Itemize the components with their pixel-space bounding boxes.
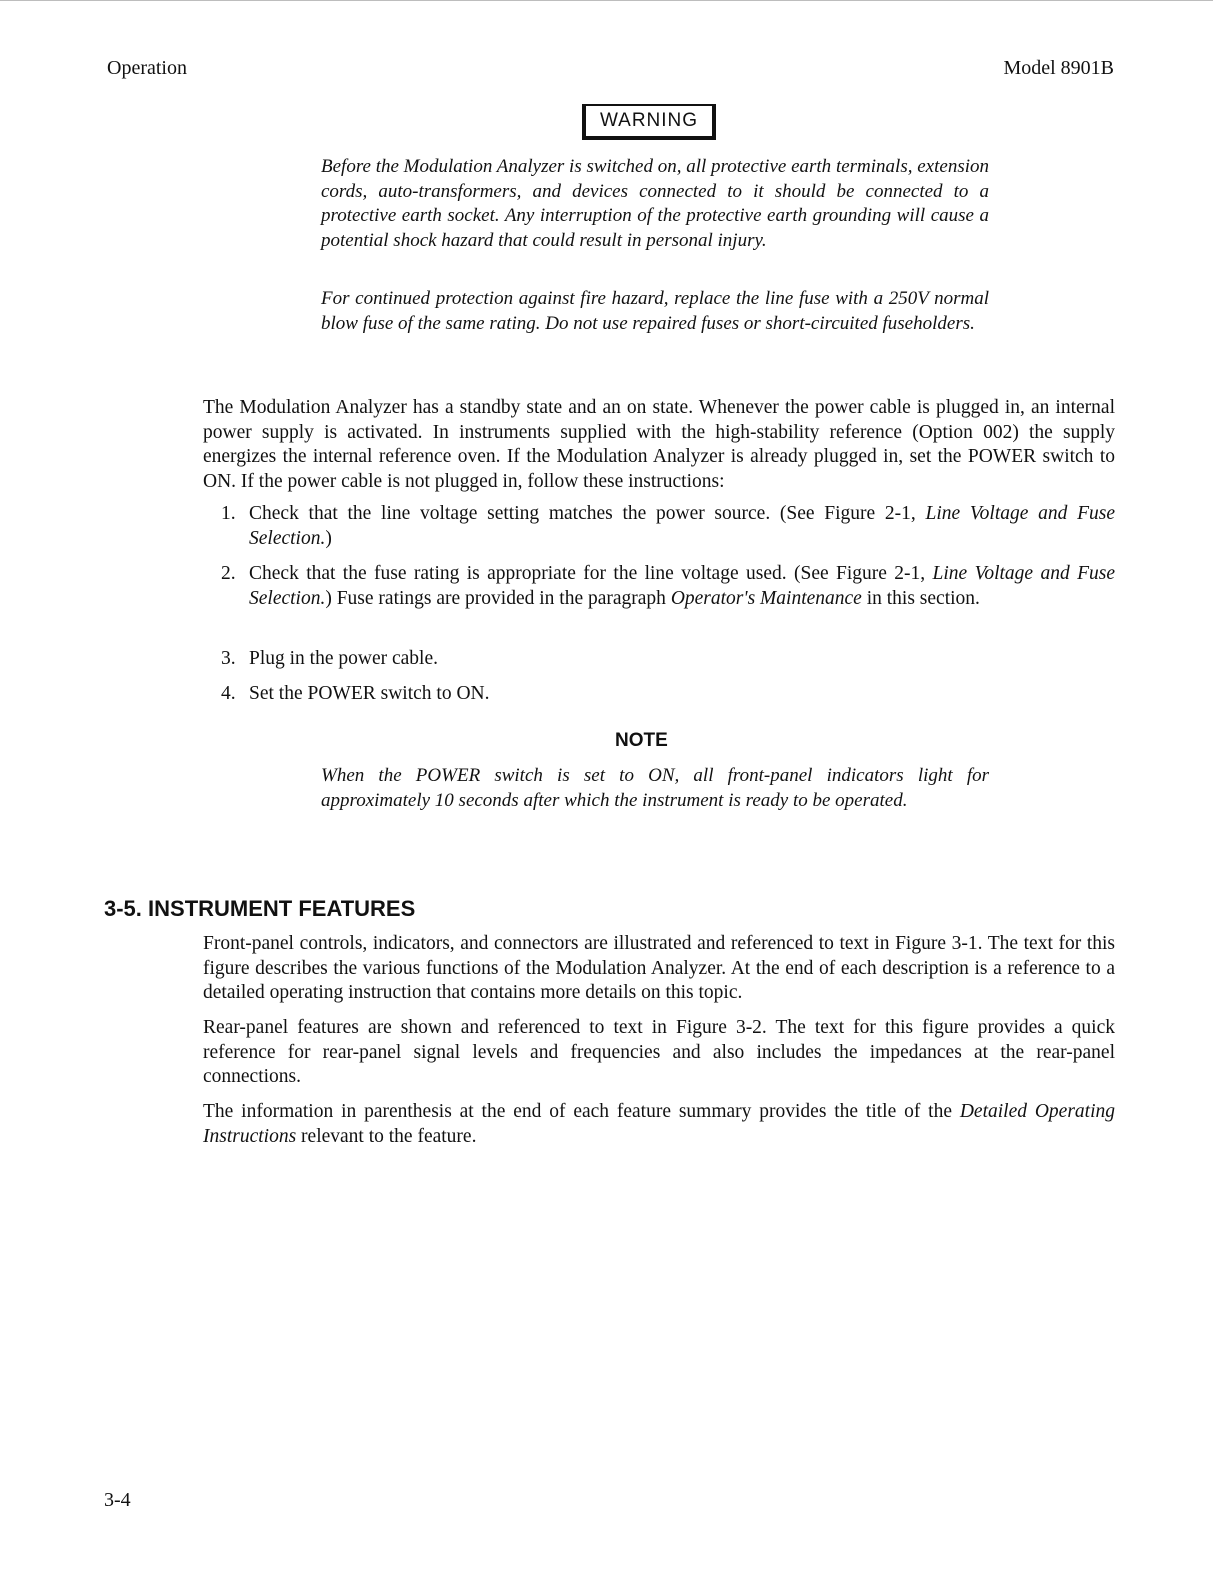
step-text: Check that the fuse rating is appropriate for the line voltage used. (See Figure 2-1, Line Voltage and Fuse Selection.) Fuse ratings are provided in the paragraph Operator's Maintenance in this section.: [249, 563, 1115, 609]
page-number: 3-4: [104, 1489, 131, 1511]
figure-reference: Line Voltage and Fuse Selection.: [249, 503, 1115, 549]
warning-paragraph-1: Before the Modulation Analyzer is switched on, all protective earth terminals, extension cords, auto-transformers, and devices connected to it should be connected to a protective earth socket. Any interruption of the protective earth grounding will cause a potential shock hazard that could result in personal injury.: [321, 156, 989, 251]
section-paragraph-1: Front-panel controls, indicators, and connectors are illustrated and referenced to text in Figure 3-1. The text for this figure describes the various functions of the Modulation Analyzer. At the end of each description is a reference to a detailed operating instruction that contains more details on this topic.: [203, 933, 1115, 1003]
warning-paragraph-2: For continued protection against fire hazard, replace the line fuse with a 250V normal blow fuse of the same rating. Do not use repaired fuses or short-circuited fuseholders.: [321, 288, 989, 334]
list-item: [203, 647, 1115, 672]
step-text: Plug in the power cable.: [249, 648, 438, 669]
section-paragraph-2: Rear-panel features are shown and referenced to text in Figure 3-2. The text for this figure provides a quick reference for rear-panel signal levels and frequencies and also includes the impedances at the rear-panel connections.: [203, 1017, 1115, 1087]
running-header-model: Model 8901B: [1003, 57, 1114, 79]
list-item: [203, 502, 1115, 551]
step-number: 2.: [221, 563, 236, 584]
running-header-section: Operation: [107, 57, 187, 79]
step-number: 4.: [221, 683, 236, 704]
step-text: Set the POWER switch to ON.: [249, 683, 490, 704]
step-number: 3.: [221, 648, 236, 669]
warning-label: WARNING: [582, 104, 716, 140]
step-text: Check that the line voltage setting matches the power source. (See Figure 2-1, Line Voltage and Fuse Selection.): [249, 503, 1115, 549]
note-paragraph: When the POWER switch is set to ON, all front-panel indicators light for approximately 10 seconds after which the instrument is ready to be operated.: [321, 765, 989, 811]
top-rule: [0, 0, 1213, 1]
paragraph-reference: Operator's Maintenance: [670, 587, 862, 609]
note-heading: NOTE: [615, 730, 668, 751]
list-item: [203, 682, 1115, 707]
figure-reference: Line Voltage and Fuse Selection.: [249, 563, 1115, 609]
list-item: [203, 562, 1115, 611]
intro-paragraph: The Modulation Analyzer has a standby state and an on state. Whenever the power cable is plugged in, an internal power supply is activated. In instruments supplied with the high-stability reference (Option 002) the supply energizes the internal reference oven. If the Modulation Analyzer is already plugged in, set the POWER switch to ON. If the power cable is not plugged in, follow these instructions:: [203, 397, 1115, 492]
section-heading: 3-5. INSTRUMENT FEATURES: [104, 896, 416, 921]
step-number: 1.: [221, 503, 236, 524]
instructions-reference: Detailed Operating Instructions: [203, 1101, 1115, 1147]
section-paragraph-3: The information in parenthesis at the end of each feature summary provides the title of the Detailed Operating Instructions relevant to the feature.: [203, 1101, 1115, 1147]
